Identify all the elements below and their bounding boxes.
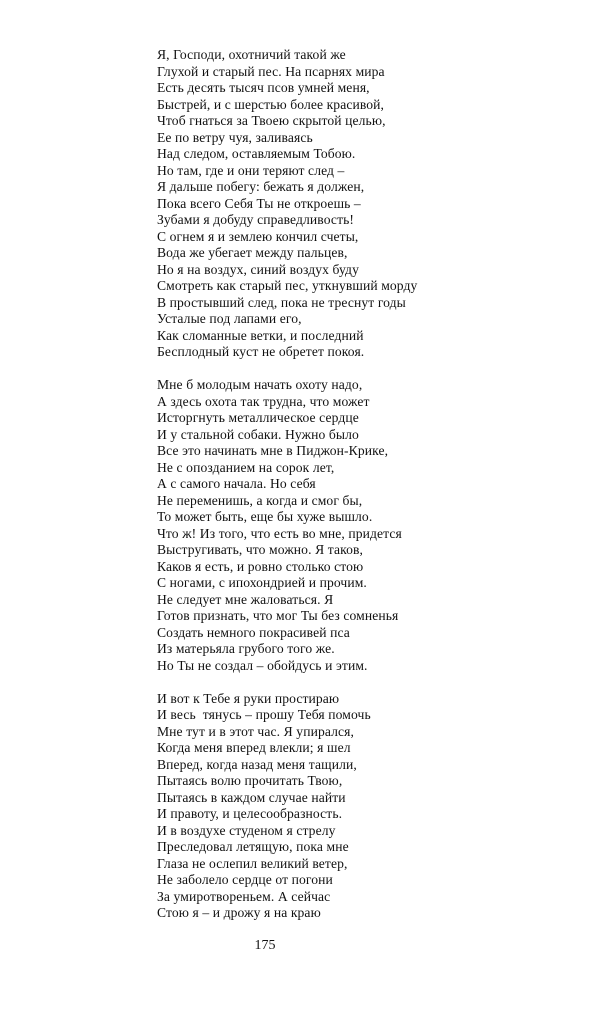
poem-line: И весь тянусь – прошу Тебя помочь [157,707,371,722]
poem-line: Преследовал летящую, пока мне [157,839,349,854]
poem-line: И у стальной собаки. Нужно было [157,426,359,442]
stanza-3 [157,691,577,922]
poem-line: С огнем я и землею кончил счеты, [157,228,359,244]
poem-line: Но Ты не создал – обойдусь и этим. [157,657,368,673]
poem-line: Пока всего Себя Ты не откроешь – [157,195,361,211]
poem-line: А с самого начала. Но себя [157,476,316,491]
poem-line: Мне б молодым начать охоту надо, [157,377,363,392]
poem-line: С ногами, с ипохондрией и прочим. [157,575,367,590]
poem-line: Из матерьяла грубого того же. [157,641,335,656]
poem-line: Глаза не ослепил великий ветер, [157,855,348,871]
poem-line: Стою я – и дрожу я на краю [157,905,321,920]
poem-line: Зубами я добуду справедливость! [157,212,355,227]
stanza-1 [157,47,577,361]
poem-line: Готов признать, что мог Ты без сомненья [157,608,399,623]
poem-line: Но я на воздух, синий воздух буду [157,261,359,277]
poem-line: Пытаясь в каждом случае найти [157,789,346,805]
poem-text [157,47,577,922]
poem-line: Не заболело сердце от погони [157,872,333,887]
poem-line: Вода же убегает между пальцев, [157,245,348,260]
poem-line: Я дальше побегу: бежать я должен, [157,179,365,194]
poem-line: Пытаясь волю прочитать Твою, [157,773,343,788]
poem-line: В простывший след, пока не треснут годы [157,294,406,310]
poem-line: И правоту, и целесообразность. [157,806,343,821]
poem-line: Не с опозданием на сорок лет, [157,459,335,475]
poem-line: Как сломанные ветки, и последний [157,327,364,343]
poem-line: И в воздухе студеном я стрелу [157,822,336,838]
poem-line: Усталые под лапами его, [157,311,302,326]
poem-line: Чтоб гнаться за Твоею скрытой целью, [157,113,386,128]
poem-line: Ее по ветру чуя, заливаясь [157,129,313,145]
poem-line: Создать немного покрасивей пса [157,624,350,640]
poem-line: За умиротвореньем. А сейчас [157,888,331,904]
poem-line: Бесплодный куст не обретет покоя. [157,344,365,359]
poem-line: Каков я есть, и ровно столько стою [157,558,364,574]
poem-line: Быстрей, и с шерстью более красивой, [157,96,385,112]
poem-line: Исторгнуть металлическое сердце [157,410,359,425]
poem-line: Что ж! Из того, что есть во мне, придется [157,525,402,541]
poem-line: То может быть, еще бы хуже вышло. [157,509,373,524]
poem-line: Не переменишь, а когда и смог бы, [157,492,363,508]
poem-line: Вперед, когда назад меня тащили, [157,756,357,772]
poem-line: Над следом, оставляемым Тобою. [157,146,356,161]
stanza-2 [157,377,577,674]
poem-line: Глухой и старый пес. На псарнях мира [157,63,385,79]
poem-line: Выстругивать, что можно. Я таков, [157,542,364,557]
poem-line: Но там, где и они теряют след – [157,162,345,178]
poem-line: Не следует мне жаловаться. Я [157,591,334,607]
poem-line: Мне тут и в этот час. Я упирался, [157,723,354,739]
page-number: 175 [254,938,276,953]
poem-line: И вот к Тебе я руки простираю [157,690,340,706]
poem-line: Смотреть как старый пес, уткнувший морду [157,278,418,293]
poem-line: А здесь охота так трудна, что может [157,393,370,409]
poem-line: Я, Господи, охотничий такой же [157,47,346,62]
poem-line: Есть десять тысяч псов умней меня, [157,80,370,95]
poem-line: Когда меня вперед влекли; я шел [157,740,351,755]
poem-line: Все это начинать мне в Пиджон-Крике, [157,443,389,458]
